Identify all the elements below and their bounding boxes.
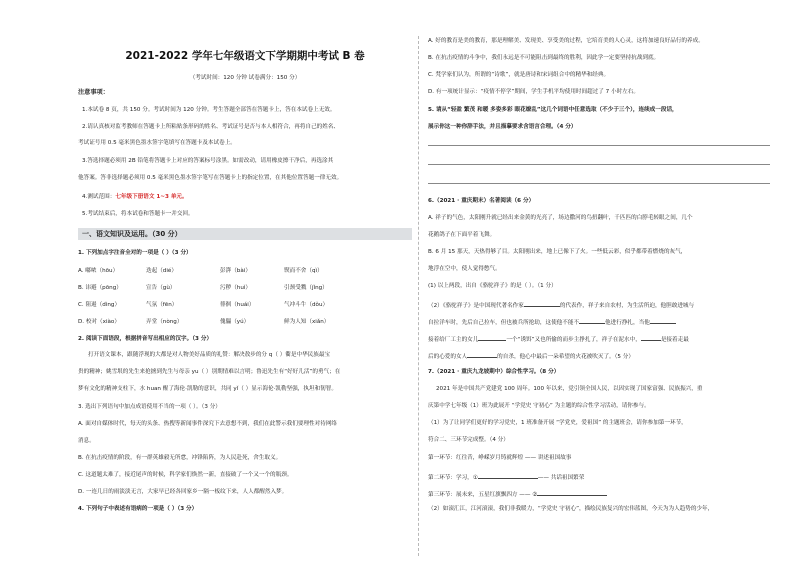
notice-line-1: 1.本试卷 8 页，共 150 分。考试时间为 120 分钟。考生答题全部答在答题卡上，答在本试卷上无效。 bbox=[82, 107, 336, 113]
option-c2: 气氛（fēn） bbox=[146, 302, 178, 308]
question-7-line-1: 2021 年是中国共产党建党 100 周年。100 年以来，党引领全国人民，以因实现了国家富强、民族振兴，重 bbox=[436, 386, 703, 392]
left-column bbox=[78, 0, 412, 562]
step-2-text: 第二环节：学习，① bbox=[428, 475, 478, 481]
question-6-sub-2-line-1 bbox=[428, 300, 694, 310]
question-1-options bbox=[78, 266, 412, 326]
option-d4: 鲜为人知（xiǎn） bbox=[284, 319, 330, 325]
question-3-option-a: A. 面对自媒体时代，每天的头条、热搜等新闻事件深究下去意想不到，我们在此警示我们要理性对待网络 bbox=[78, 421, 338, 427]
answer-blank[interactable] bbox=[478, 334, 506, 341]
notice-line-6 bbox=[82, 194, 188, 201]
exam-subtitle: （考试时间：120 分钟 试卷满分：150 分） bbox=[189, 75, 301, 81]
sub-2-text-e: 接着给厂工主的女儿 bbox=[428, 337, 479, 343]
option-b3: 污秽（huì） bbox=[220, 285, 252, 291]
sub-2-text-f: 一个“诱饵”又也所偷的而步主挣扎了，祥子在泥水中， bbox=[506, 337, 641, 343]
sub-2-text-d: 他进行挣扎，当他 bbox=[605, 320, 650, 326]
answer-line-3[interactable] bbox=[428, 183, 770, 184]
section-header-bar bbox=[78, 228, 412, 240]
question-7-sub-1: （1）为了让同学们更好的学习党史，1 班准备开展 “学党史，爱祖国” 的主题班会，请你参加第一环节， bbox=[428, 420, 687, 426]
question-3-option-a-cont: 消息。 bbox=[78, 438, 95, 444]
option-a3: 彭湃（bài） bbox=[220, 268, 251, 274]
question-6-line-4: 地浮在空中，使人觉得憋气。 bbox=[428, 266, 501, 272]
question-5-line-1: 5. 请从“轻盈 繁茂 和暖 多姿多彩 眼花缭乱”这几个词语中任意选取（不少于三个），连续成一段话， bbox=[428, 107, 678, 113]
question-6-line-1: A. 祥子的气色，太阳刚升就已经出来金黄的光亮了，场边撒河的鸟扭翻叶，千匹匹的白脖毛转眼之间，几个 bbox=[428, 215, 693, 221]
notice-line-3: 考试证号用 0.5 毫米黑色墨水签字笔填写在答题卡及本试卷上。 bbox=[78, 140, 236, 146]
notice-line-7: 5.考试结束后，将本试卷和答题卡一并交回。 bbox=[82, 211, 194, 217]
notice-line-2: 2.请认真核对监考教师在答题卡上所粘贴条形码的姓名、考试证号是否与本人相符合，再将自己的姓名、 bbox=[82, 124, 340, 130]
question-7-line-2: 庆第中学七年级（1）班为此展开 “学党史 守初心” 为主题的综合性学习活动，请你参与。 bbox=[428, 403, 650, 409]
question-3: 3. 选出下列语句中加点成语使用不当的一项（ ）。（3 分） bbox=[78, 404, 221, 410]
option-d3: 傀儡（yú） bbox=[220, 319, 250, 325]
notice-scope-value: 七年级下册语文 1~3 单元。 bbox=[115, 194, 188, 200]
question-3-option-c: C. 这道题太难了，接近尾声的时候，科学家们焕然一新，直接破了一个又一个的瓶颈。 bbox=[78, 472, 293, 478]
option-a4: 锲而不舍（qì） bbox=[284, 268, 323, 274]
question-6-line-3: B. 6 月 15 那天，天热得够了目。太阳刚出来，地上已像下了火。一些低云彩，似乎都带着燃烧的灰气， bbox=[428, 249, 687, 255]
question-4-option-b: B. 在抗击疫情的斗争中，我们永远是不可能阻击到最终的胜利，因此学一定要坚持抗战到底。 bbox=[428, 55, 660, 61]
step-3 bbox=[428, 489, 607, 499]
question-3-option-b: B. 在抗击疫情的阶段，有一群英雄毅无所怠，冲锋陷阵，为人民赴死，舍生取义。 bbox=[78, 455, 282, 461]
question-2: 2. 阅读下面语段，根据拼音写出相应的汉字。（3 分） bbox=[78, 336, 213, 342]
question-4: 4. 下列句子中表述有语病的一项是（ ）（3 分） bbox=[78, 506, 198, 512]
question-7-sub-2: （2）如滚汇江，江河滚滚，我们非我暖力，“学党史 守初心”，描绘民族复兴的宏伟蓝图，今天为为人趋势的少年， bbox=[428, 506, 714, 512]
answer-blank[interactable] bbox=[650, 317, 676, 324]
answer-blank[interactable] bbox=[478, 472, 538, 479]
option-d1: D. 校对（xiào） bbox=[78, 319, 120, 325]
question-6: 6.（2021 · 重庆期末）名著阅读（6 分） bbox=[428, 198, 535, 204]
option-b2: 宣告（gù） bbox=[146, 285, 176, 291]
option-a1: A. 嘟哝（hōu） bbox=[78, 268, 119, 274]
question-2-line-3: 梦有文化的精神支柱下，水 huan 醒了海伦·凯勒的意识，共同 yǐ（ ）显示海伦·凯勒坚强，执坦和韧智。 bbox=[78, 386, 337, 392]
notice-line-4: 3.答选择题必须用 2B 铅笔将答题卡上对应的答案标号涂黑。如需改动，请用橡皮擦干净后，再选涂其 bbox=[82, 158, 334, 164]
answer-blank[interactable] bbox=[524, 300, 560, 307]
question-1: 1. 下列加点字注音全对的一项是（ ）（3 分） bbox=[78, 250, 192, 256]
answer-blank[interactable] bbox=[579, 317, 605, 324]
answer-blank[interactable] bbox=[467, 351, 497, 358]
step-1: 第一环节：红往昔，峥嵘岁月铸就辉煌 —— 讲述祖国故事 bbox=[428, 455, 572, 461]
answer-line-1[interactable] bbox=[428, 145, 770, 146]
question-4-option-c: C. 梵学家们认为，所谓的“诗歌”，就是唐诗和宋词组合中的精华和经典。 bbox=[428, 72, 610, 78]
sub-2-text-c: 自拉洋车时，先后自己拉车，但也被兵所抢劫，这使他不能不 bbox=[428, 320, 580, 326]
option-d2: 弄堂（nòng） bbox=[146, 319, 183, 325]
option-b4: 引颈受戮（jǐng） bbox=[284, 285, 328, 291]
option-c3: 徘徊（huái） bbox=[220, 302, 255, 308]
exam-title: 2021-2022 学年七年级语文下学期期中考试 B 卷 bbox=[125, 50, 365, 62]
question-5-line-2: 展示你这一种你辞手法，并且描摹要求含语言合理。（4 分） bbox=[428, 124, 577, 130]
sub-2-text-g: 是接着走最 bbox=[660, 337, 689, 343]
question-6-sub-2-line-4 bbox=[428, 351, 634, 361]
sub-2-text-i: 的自杀，他心中最后一朵希望的火花被吹灭了。（5 分） bbox=[497, 354, 634, 360]
notice-heading: 注意事项： bbox=[78, 89, 109, 96]
question-6-sub-1: (1) 以上两段，出自《骆驼祥子》的是（ ）。（1 分） bbox=[428, 283, 557, 289]
right-column bbox=[424, 0, 776, 562]
option-c1: C. 阻遏（dìng） bbox=[78, 302, 121, 308]
question-2-line-1: 打开语文课本，跟随浮现的大都是对人物美好品质的礼赞：解决敖步的分 q（ ）衢是中华民族最宝 bbox=[88, 352, 331, 358]
step-2 bbox=[428, 472, 584, 482]
question-2-line-2: 贵的精神；姚雪垠的先生来抢掳到先生与母亲 yu（ ）别期情难以言明；鲁迅先生有“好好儿活”的勇气；在 bbox=[78, 369, 341, 375]
step-3-text: 第三环节：展未来，五星红旗飘四方 —— ② bbox=[428, 492, 538, 498]
answer-blank[interactable] bbox=[641, 334, 661, 341]
step-2-suffix: —— 共话祖国繁荣 bbox=[537, 475, 585, 481]
sub-2-text-b: 的代表作，祥子来自农村，为生活所迫，他胆敢进城与 bbox=[559, 303, 695, 309]
question-7: 7.（2021 · 重庆九龙坡期中）综合性学习。（8 分） bbox=[428, 369, 560, 375]
question-4-option-d: D. 有一项统计显示：“疫情不停学”期间，学生手机平均使用时间超过了 7 小时左右。 bbox=[428, 89, 639, 95]
option-b1: B. 讳避（pōng） bbox=[78, 285, 122, 291]
question-6-sub-2-line-2 bbox=[428, 317, 676, 327]
question-7-sub-1-cont: 符合二、三环节完成整。（4 分） bbox=[428, 437, 509, 443]
sub-2-text-a: （2）《骆驼祥子》是中国现代著名作家 bbox=[428, 303, 524, 309]
answer-line-2[interactable] bbox=[428, 164, 770, 165]
question-3-option-d: D. 一连几日的雨淡淡无言，大家早已经各回家乡一隔一板纹下来，人人都醒然入梦。 bbox=[78, 489, 288, 495]
column-divider bbox=[418, 36, 419, 556]
sub-2-text-h: 后的心爱的女人 bbox=[428, 354, 468, 360]
option-a2: 迭起（dié） bbox=[146, 268, 177, 274]
notice-line-5: 他答案。答非选择题必须用 0.5 毫米黑色墨水签字笔写在答题卡上的指定位置，在其他位置答题一律无效。 bbox=[78, 175, 343, 181]
question-6-sub-2-line-3 bbox=[428, 334, 689, 344]
question-4-option-a: A. 好的教育是美的教育，那是理解美、发现美、享受美的过程，它培育美的人心灵，这将加速良好品行的养成。 bbox=[428, 38, 704, 44]
question-6-line-2: 花鹅鸽子在下面平着飞舞。 bbox=[428, 232, 496, 238]
section-title: 一、语文知识及运用。（30 分） bbox=[82, 230, 182, 238]
notice-scope-prefix: 4.测试范围： bbox=[82, 194, 116, 200]
option-c4: 气冲斗牛（dǒu） bbox=[284, 302, 329, 308]
answer-blank[interactable] bbox=[537, 489, 607, 496]
